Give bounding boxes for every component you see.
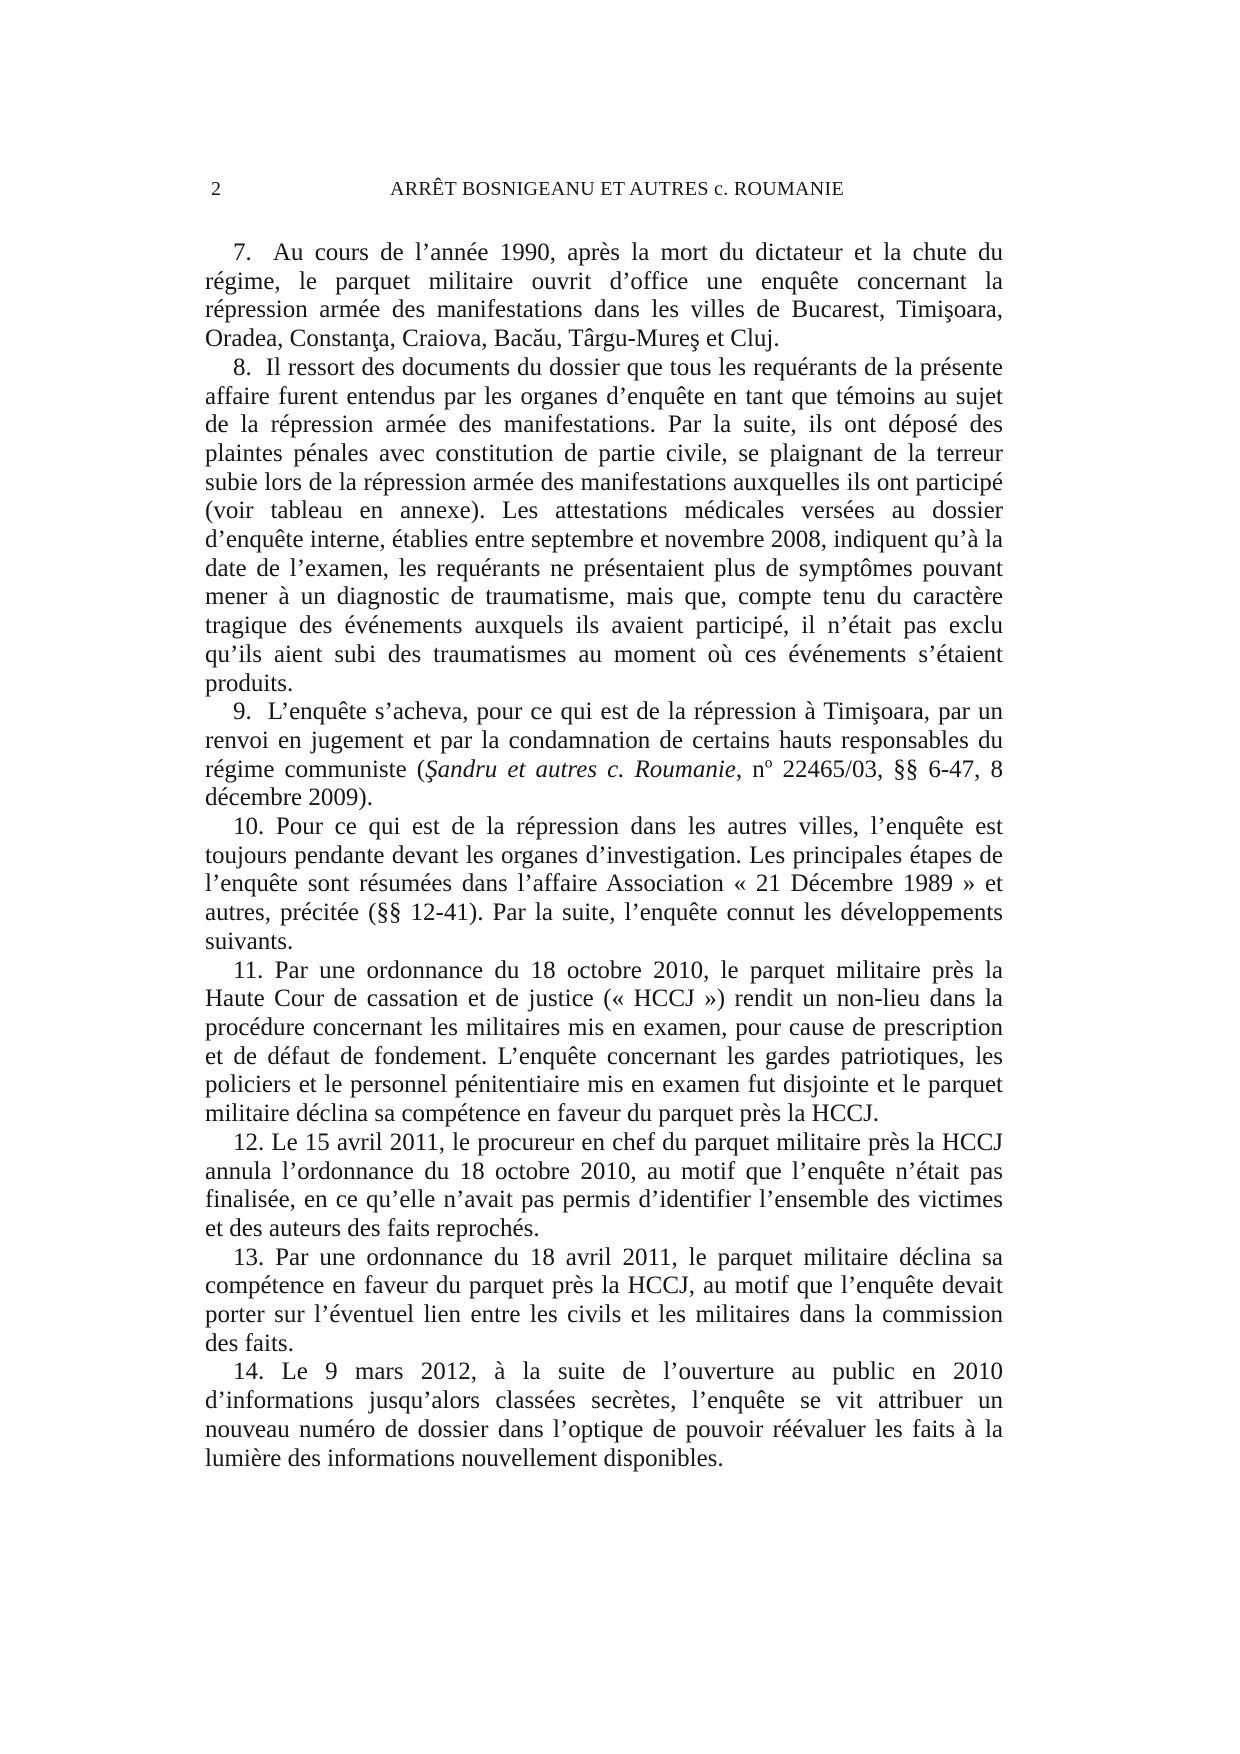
text-segment: o (764, 754, 773, 772)
paragraph-12 (205, 1129, 1003, 1244)
paragraph-10 (205, 813, 1003, 957)
paragraph-9 (205, 698, 1003, 813)
text-segment: 9. L’enquête s’acheva, pour ce qui est de la répression à Timişoara, par un renvoi en jugement et par la condamnation de certains hauts responsables du régime communiste ( (205, 698, 1003, 783)
paragraph-8 (205, 354, 1003, 698)
running-header-title: ARRÊT BOSNIGEANU ET AUTRES c. ROUMANIE (390, 178, 844, 200)
text-segment: 13. Par une ordonnance du 18 avril 2011, le parquet militaire déclina sa compétence en faveur du parquet près la HCCJ, au motif que l’enquête devait porter sur l’éventuel lien entre les civils et les militaires dans la commission des faits. (205, 1243, 1003, 1357)
paragraph-7 (205, 239, 1003, 354)
page-header (205, 178, 1003, 204)
text-segment: 11. Par une ordonnance du 18 octobre 2010, le parquet militaire près la Haute Cour de cassation et de justice (« HCCJ ») rendit un non-lieu dans la procédure concernant les militaires mis en examen, pour cause de prescription et de défaut de fondement. L’enquête concernant les gardes patriotiques, les policiers et le personnel pénitentiaire mis en examen fut disjointe et le parquet militaire déclina sa compétence en faveur du parquet près la HCCJ. (205, 956, 1003, 1128)
text-segment: 14. Le 9 mars 2012, à la suite de l’ouverture au public en 2010 d’informations jusqu’alors classées secrètes, l’enquête se vit attribuer un nouveau numéro de dossier dans l’optique de pouvoir réévaluer les faits à la lumière des informations nouvellement disponibles. (205, 1358, 1003, 1472)
document-body (205, 239, 1003, 1473)
text-segment: 7. Au cours de l’année 1990, après la mort du dictateur et la chute du régime, le parquet militaire ouvrit d’office une enquête concernant la répression armée des manifestations dans les villes de Bucarest, Timişoara, Oradea, Constanţa, Craiova, Bacău, Târgu-Mureş et Cluj. (205, 239, 1003, 353)
paragraph-14 (205, 1358, 1003, 1473)
page-number: 2 (211, 178, 221, 200)
paragraph-11 (205, 957, 1003, 1129)
text-segment: 12. Le 15 avril 2011, le procureur en chef du parquet militaire près la HCCJ annula l’ordonnance du 18 octobre 2010, au motif que l’enquête n’était pas finalisée, en ce qu’elle n’avait pas permis d’identifier l’ensemble des victimes et des auteurs des faits reprochés. (205, 1128, 1003, 1242)
text-segment: 10. Pour ce qui est de la répression dans les autres villes, l’enquête est toujours pendante devant les organes d’investigation. Les principales étapes de l’enquête sont résumées dans l’affaire Association « 21 Décembre 1989 » et autres, précitée (§§ 12-41). Par la suite, l’enquête connut les développements suivants. (205, 813, 1003, 955)
text-segment: 8. Il ressort des documents du dossier que tous les requérants de la présente affaire furent entendus par les organes d’enquête en tant que témoins au sujet de la répression armée des manifestations. Par la suite, ils ont déposé des plaintes pénales avec constitution de partie civile, se plaignant de la terreur subie lors de la répression armée des manifestations auxquelles ils ont participé (voir tableau en annexe). Les attestations médicales versées au dossier d’enquête interne, établies entre septembre et novembre 2008, indiquent qu’à la date de l’examen, les requérants ne présentaient plus de symptômes pouvant mener à un diagnostic de traumatisme, mais que, compte tenu du caractère tragique des événements auxquels ils avaient participé, il n’était pas exclu qu’ils aient subi des traumatismes au moment où ces événements s’étaient produits. (205, 353, 1003, 697)
paragraph-13 (205, 1244, 1003, 1359)
text-segment: Şandru et autres c. Roumanie (425, 755, 736, 783)
text-segment: 22465/03, §§ 6-47, 8 décembre 2009). (205, 755, 1003, 812)
text-segment: , n (735, 755, 765, 783)
